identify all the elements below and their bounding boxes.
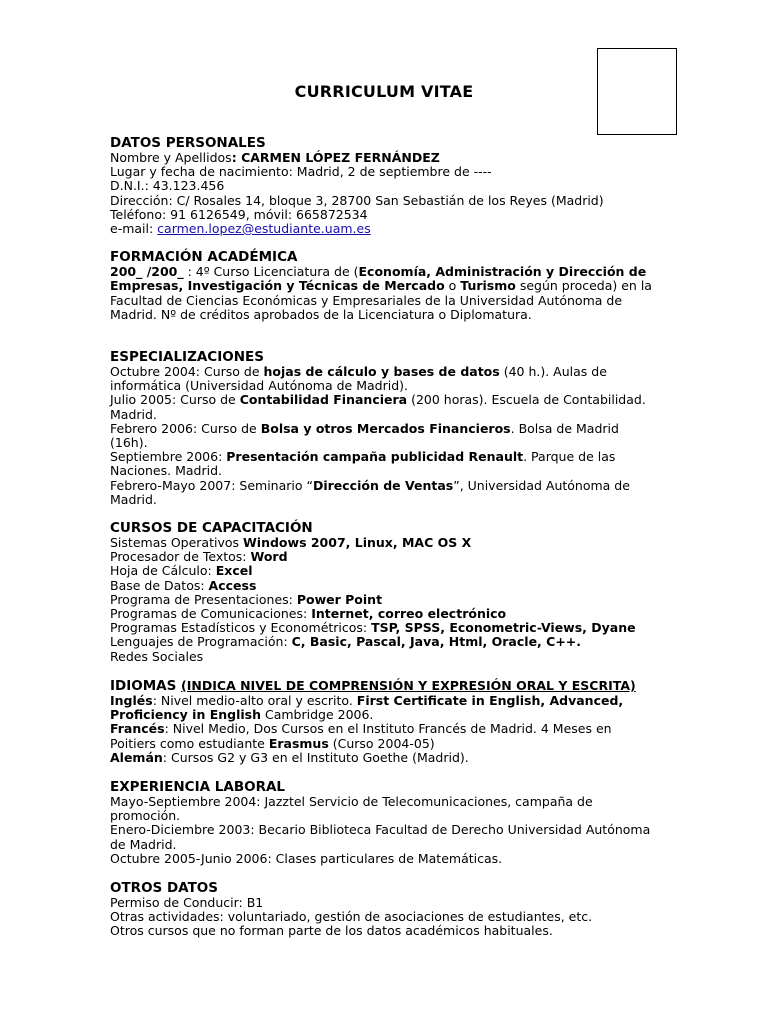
item-bold: Power Point <box>296 591 383 607</box>
item-bold: Bolsa y otros Mercados Financieros <box>260 420 511 436</box>
item-bold: TSP, SPSS, Econometric-Views, Dyane <box>371 620 636 636</box>
course-item <box>110 550 658 564</box>
item-bold: hojas de cálculo y bases de datos <box>263 364 500 380</box>
education-degrees: Economía, Administración y Dirección de Empresas, Investigación y Técnicas de Mercado <box>110 264 647 294</box>
section-heading-other: OTROS DATOS <box>110 879 218 896</box>
item-text: Procesador de Textos: <box>110 549 251 565</box>
item-text: . Bolsa de Madrid (16h). <box>110 420 619 451</box>
item-bold: Erasmus <box>268 735 329 751</box>
cv-content <box>110 135 658 939</box>
item-text: ”, Universidad Autónoma de Madrid. <box>110 477 630 507</box>
personal-dni: D.N.I.: 43.123.456 <box>110 178 225 194</box>
section-heading-courses: CURSOS DE CAPACITACIÓN <box>110 520 313 537</box>
personal-phone: Teléfono: 91 6126549, móvil: 665872534 <box>110 206 368 222</box>
item-text: Lenguajes de Programación: <box>110 634 292 650</box>
language-item <box>110 751 658 765</box>
experience-item: Mayo-Septiembre 2004: Jazztel Servicio de Telecomunicaciones, campaña de promoción. <box>110 793 593 824</box>
section-heading-experience: EXPERIENCIA LABORAL <box>110 778 286 795</box>
course-item <box>110 593 658 607</box>
language-item <box>110 722 658 750</box>
item-bold: Windows 2007, Linux, MAC OS X <box>243 535 472 551</box>
item-bold: Internet, correo electrónico <box>311 606 507 622</box>
item-text: Programas de Comunicaciones: <box>110 606 312 622</box>
item-bold: Access <box>208 577 257 593</box>
item-text: Cambridge 2006. <box>261 707 374 723</box>
language-name: Francés <box>110 721 165 737</box>
education-text: según proceda) en la Facultad de Ciencias Económicas y Empresariales de la Universidad Autónoma de Madrid. Nº de créditos aprobados de la Licenciatura o Diplomatura. <box>110 278 652 322</box>
item-text: . Parque de las Naciones. Madrid. <box>110 449 616 479</box>
item-bold: Dirección de Ventas <box>312 477 454 493</box>
item-text: Programa de Presentaciones: <box>110 591 297 607</box>
course-item <box>110 621 658 635</box>
item-bold: Excel <box>215 563 253 579</box>
email-label: e-mail: <box>110 221 158 237</box>
other-item: Otros cursos que no forman parte de los datos académicos habituales. <box>110 923 553 939</box>
item-text: (Curso 2004-05) <box>328 735 435 751</box>
specialization-item <box>110 450 658 478</box>
item-text: : Nivel Medio, Dos Cursos en el Instituto Francés de Madrid. 4 Meses en Poitiers como estudiante <box>110 721 612 751</box>
languages-heading-text: IDIOMAS <box>110 677 177 694</box>
email-link[interactable]: carmen.lopez@estudiante.uam.es <box>157 221 371 237</box>
section-heading-languages <box>110 678 658 694</box>
item-text: Redes Sociales <box>110 648 204 664</box>
education-text: : 4º Curso Licenciatura de ( <box>183 264 359 280</box>
item-bold: Word <box>250 549 288 565</box>
item-text: (200 horas). Escuela de Contabilidad. Madrid. <box>110 392 646 422</box>
education-paragraph <box>110 265 658 322</box>
personal-email-line <box>110 222 658 236</box>
item-text: Septiembre 2006: <box>110 449 227 465</box>
personal-name-line <box>110 151 658 165</box>
item-text: Febrero 2006: Curso de <box>110 420 261 436</box>
document-title: CURRICULUM VITAE <box>294 82 474 101</box>
language-name: Alemán <box>110 749 163 765</box>
personal-birth: Lugar y fecha de nacimiento: Madrid, 2 de septiembre de ---- <box>110 164 492 180</box>
education-tourism: Turismo <box>460 278 516 294</box>
item-text: (40 h.). Aulas de informática (Universidad Autónoma de Madrid). <box>110 364 607 394</box>
other-item: Otras actividades: voluntariado, gestión de asociaciones de estudiantes, etc. <box>110 909 593 925</box>
item-bold: Presentación campaña publicidad Renault <box>226 449 524 465</box>
specialization-item <box>110 393 658 421</box>
name-separator: : <box>231 150 242 165</box>
course-item <box>110 536 658 550</box>
item-text: : Cursos G2 y G3 en el Instituto Goethe (Madrid). <box>162 749 469 765</box>
course-item <box>110 607 658 621</box>
item-bold: First Certificate in English, Advanced, Proficiency in English <box>110 692 624 723</box>
specialization-item <box>110 479 658 507</box>
item-text: Hoja de Cálculo: <box>110 563 216 579</box>
other-item: Permiso de Conducir: B1 <box>110 894 264 910</box>
education-years: 200_ /200_ <box>110 264 184 280</box>
item-text: Sistemas Operativos <box>110 535 244 551</box>
specialization-item <box>110 365 658 393</box>
language-item <box>110 694 658 722</box>
section-heading-personal: DATOS PERSONALES <box>110 135 266 151</box>
item-text: Octubre 2004: Curso de <box>110 364 264 380</box>
languages-note: (INDICA NIVEL DE COMPRENSIÓN Y EXPRESIÓN ORAL Y ESCRITA) <box>181 677 636 693</box>
item-bold: Contabilidad Financiera <box>239 392 408 408</box>
item-text: : Nivel medio-alto oral y escrito. <box>152 692 357 708</box>
language-name: Inglés <box>110 692 153 708</box>
item-text: Base de Datos: <box>110 577 209 593</box>
name-value: CARMEN LÓPEZ FERNÁNDEZ <box>241 150 440 165</box>
section-heading-education: FORMACIÓN ACADÉMICA <box>110 249 298 266</box>
name-label: Nombre y Apellidos <box>110 150 232 165</box>
course-item <box>110 635 658 649</box>
item-bold: C, Basic, Pascal, Java, Html, Oracle, C++. <box>291 634 582 650</box>
course-item <box>110 650 658 664</box>
specialization-item <box>110 422 658 450</box>
item-text: Programas Estadísticos y Econométricos: <box>110 620 372 636</box>
course-item <box>110 564 658 578</box>
experience-item: Enero-Diciembre 2003: Becario Biblioteca Facultad de Derecho Universidad Autónoma de Madrid. <box>110 822 651 852</box>
section-heading-specializations: ESPECIALIZACIONES <box>110 349 264 366</box>
item-text: Julio 2005: Curso de <box>110 392 240 408</box>
personal-address: Dirección: C/ Rosales 14, bloque 3, 28700 San Sebastián de los Reyes (Madrid) <box>110 192 604 208</box>
course-item <box>110 579 658 593</box>
experience-item: Octubre 2005-Junio 2006: Clases particulares de Matemáticas. <box>110 850 503 866</box>
education-text: o <box>444 278 461 294</box>
item-text: Febrero-Mayo 2007: Seminario “ <box>110 477 313 493</box>
